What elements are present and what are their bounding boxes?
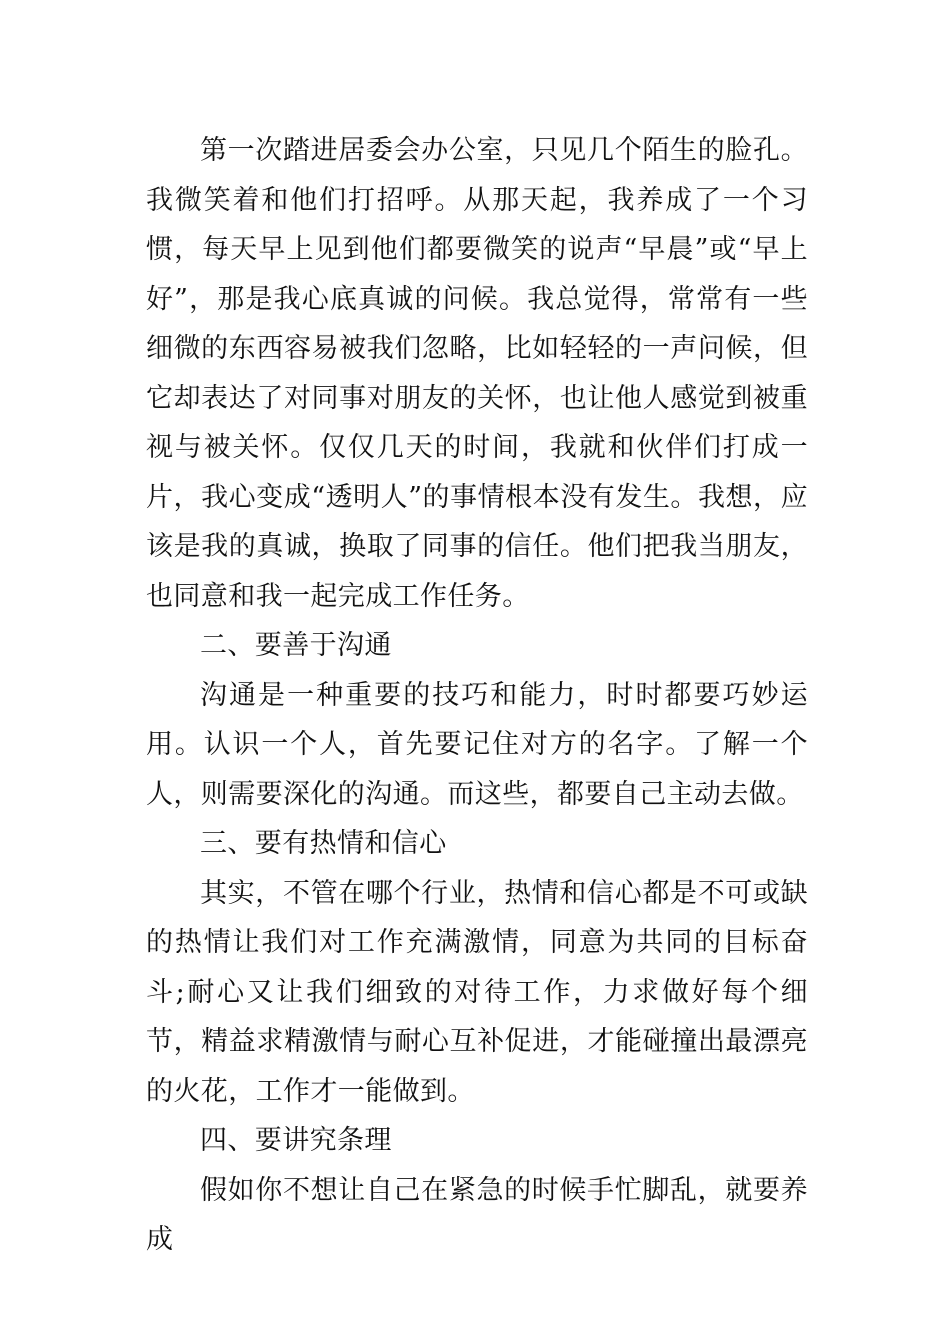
section-heading-passion: 三、要有热情和信心	[200, 828, 447, 859]
paragraph-passion: 其实，不管在哪个行业，热情和信心都是不可或缺的热情让我们对工作充满激情，同意为共同的目标奋斗;耐心又让我们细致的对待工作，力求做好每个细节，精益求精激情与耐心互补促进，才能碰撞出最漂亮的火花，工作才一能做到。	[146, 877, 808, 1107]
section-heading-order: 四、要讲究条理	[200, 1125, 392, 1156]
section-heading-communication: 二、要善于沟通	[200, 630, 392, 661]
paragraph-first-day: 第一次踏进居委会办公室，只见几个陌生的脸孔。我微笑着和他们打招呼。从那天起，我养成了一个习惯，每天早上见到他们都要微笑的说声“早晨”或“早上好”，那是我心底真诚的问候。我总觉得，常常有一些细微的东西容易被我们忽略，比如轻轻的一声问候，但它却表达了对同事对朋友的关怀，也让他人感觉到被重视与被关怀。仅仅几天的时间，我就和伙伴们打成一片，我心变成“透明人”的事情根本没有发生。我想，应该是我的真诚，换取了同事的信任。他们把我当朋友，也同意和我一起完成工作任务。	[146, 135, 808, 612]
paragraph-order: 假如你不想让自己在紧急的时候手忙脚乱，就要养成	[146, 1174, 808, 1255]
document-body	[146, 126, 808, 1265]
paragraph-communication: 沟通是一种重要的技巧和能力，时时都要巧妙运用。认识一个人，首先要记住对方的名字。了解一个人，则需要深化的沟通。而这些，都要自己主动去做。	[146, 679, 808, 810]
